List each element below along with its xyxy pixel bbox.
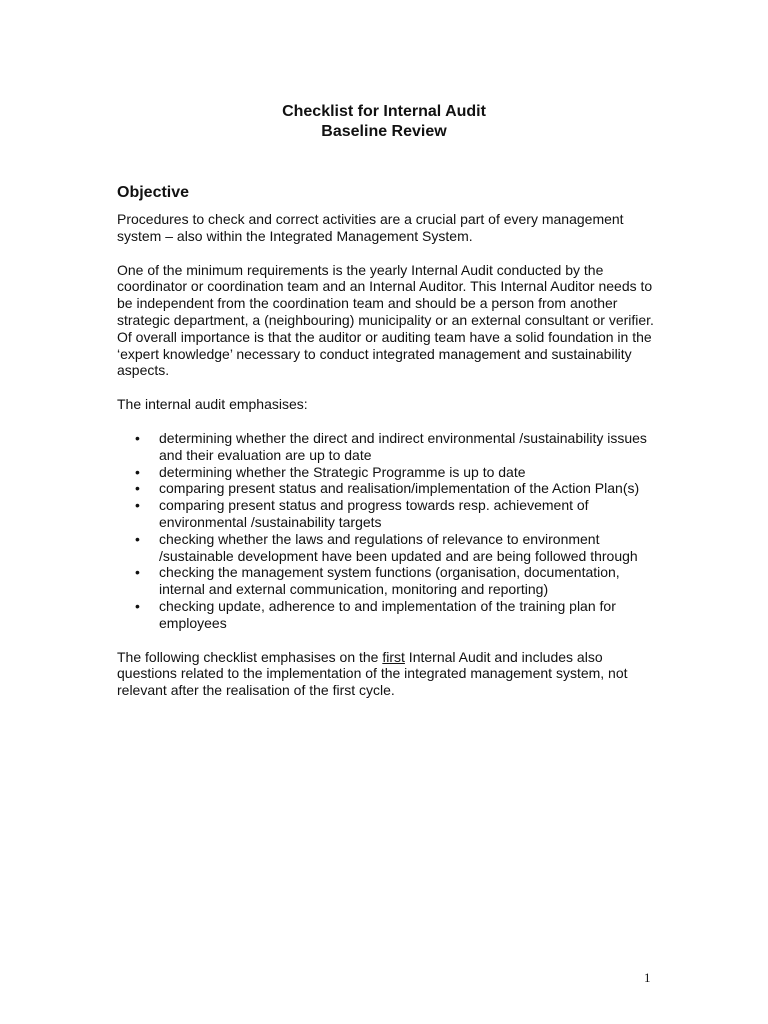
paragraph-checklist-note (117, 649, 657, 699)
list-item: • checking update, adherence to and implementation of the training plan for employees (159, 598, 657, 632)
note-text-end: Internal Audit and includes also questions related to the implementation of the integrated management system, not relevant after the realisation of the first cycle. (117, 648, 628, 699)
document-title (0, 102, 768, 142)
paragraph-emphasises: The internal audit emphasises: (117, 396, 308, 413)
page-number: 1 (644, 970, 651, 985)
paragraph-procedures: Procedures to check and correct activities are a crucial part of every management system – also within the Integrated Management System. (117, 211, 624, 244)
title-line-1: Checklist for Internal Audit (282, 103, 486, 120)
list-item: • checking the management system functions (organisation, documentation, internal and external communication, monitoring and reporting) (159, 564, 657, 598)
list-item: • determining whether the Strategic Programme is up to date (159, 464, 657, 481)
list-item: • comparing present status and progress towards resp. achievement of environmental /sustainability targets (159, 497, 657, 531)
title-line-2: Baseline Review (321, 123, 447, 140)
list-item: • determining whether the direct and indirect environmental /sustainability issues and their evaluation are up to date (159, 430, 657, 464)
objective-heading: Objective (117, 184, 190, 201)
document-body (117, 183, 657, 716)
note-text-start: The following checklist emphasises on the (117, 648, 383, 665)
list-item: • checking whether the laws and regulations of relevance to environment /sustainable development have been updated and are being followed through (159, 531, 657, 565)
paragraph-requirements: One of the minimum requirements is the yearly Internal Audit conducted by the coordinator or coordination team and an Internal Auditor. This Internal Auditor needs to be independent from the coordination team and should be a person from another strategic department, a (neighbouring) municipality or an external consultant or verifier. Of overall importance is that the auditor or auditing team have a solid foundation in the ‘expert knowledge’ necessary to conduct integrated management and sustainability aspects. (117, 261, 654, 379)
emphasis-list (117, 430, 657, 632)
note-underlined-word: first (382, 648, 405, 665)
list-item: • comparing present status and realisation/implementation of the Action Plan(s) (159, 480, 657, 497)
